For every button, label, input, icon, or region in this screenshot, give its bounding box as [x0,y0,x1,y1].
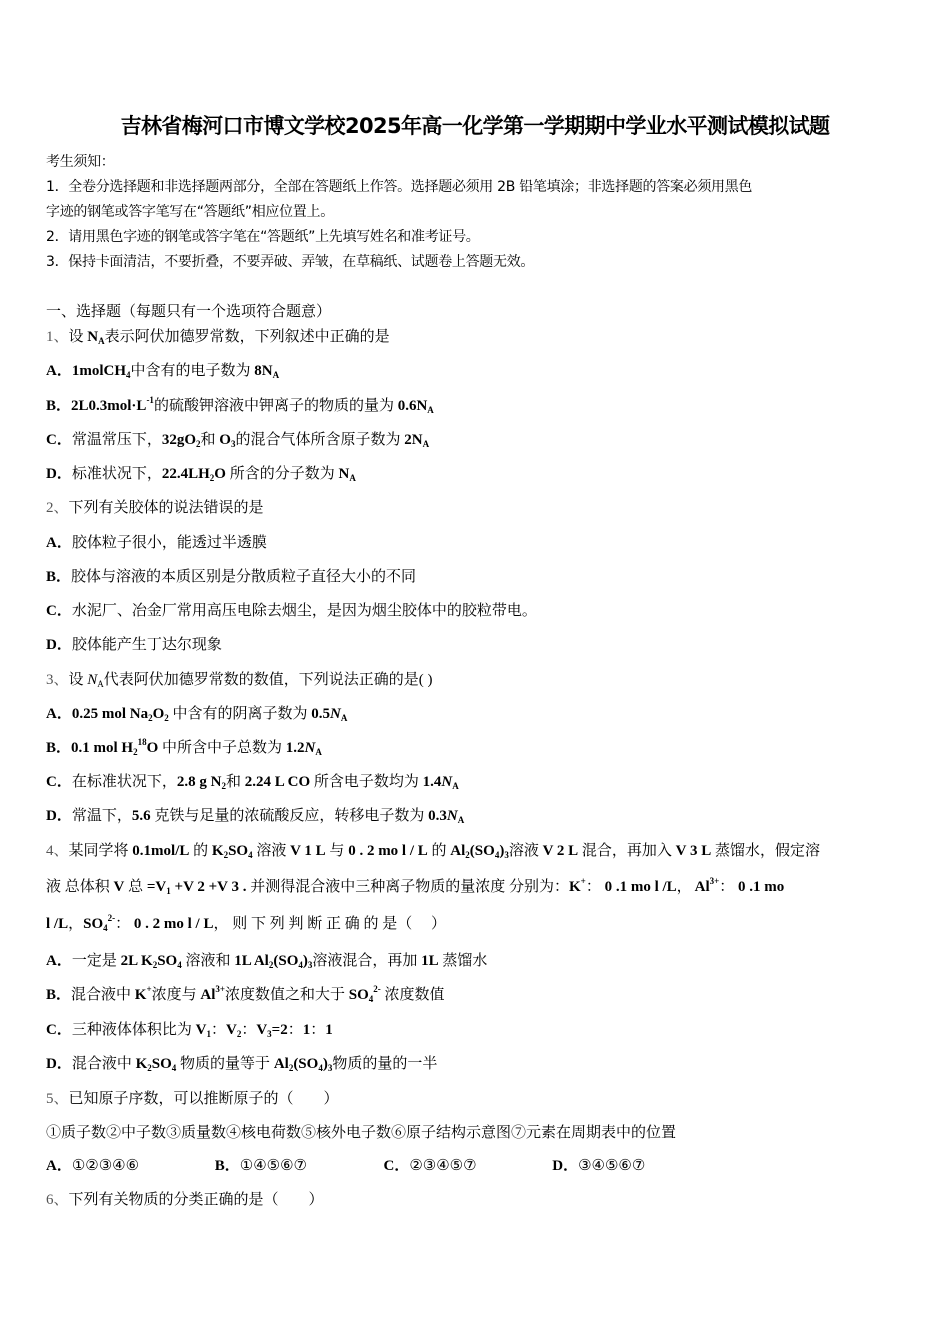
notice-item-1: 1．全卷分选择题和非选择题两部分，全部在答题纸上作答。选择题必须用 2B 铅笔填涂；非选择题的答案必须用黑色 [46,179,753,195]
text-line: B．胶体与溶液的本质区别是分散质粒子直径大小的不同 [46,569,417,585]
text-line: 3、设 $N_A$代表阿伏加德罗常数的数值，下列说法正确的是( ) [46,672,433,689]
text-line: C．三种液体体积比为 $V_1$：$V_2$：$V_3=2$：1：1 [46,1022,333,1039]
notice-heading: 考生须知： [46,154,115,170]
text-line: l /L，$SO_4^{2-}$： 0 . 2 mo l / L， 则 下 列 判 断 正 确 的 是（ ） [46,913,446,933]
text-line: 1、设 $N_A$表示阿伏加德罗常数，下列叙述中正确的是 [46,329,390,346]
text-line: 2、下列有关胶体的说法错误的是 [46,500,264,516]
q5-option-c: C．②③④⑤⑦ [383,1158,477,1174]
text-line: 液 总体积 V 总 $=V_1 +V$ 2 +V 3 . 并测得混合液中三种离子物质的量浓度 分别为：K+： 0 .1 mo l /L， $Al^{3+}$： 0 .1 mo [46,876,785,896]
text-line: A．一定是 2L $K_2SO_4$ 溶液和 1L $Al_2(SO_4)_3$溶液混合，再加 1L 蒸馏水 [46,953,488,970]
text-line: D．标准状况下，$22.4LH_2O$ 所含的分子数为 $N_A$ [46,466,356,483]
q5-option-d: D．③④⑤⑥⑦ [552,1158,646,1174]
text-line: C．常温常压下，$32gO_2$和 $O_3$的混合气体所含原子数为 $2N_A$ [46,432,430,449]
text-line: D．常温下，5.6 克铁与足量的浓硫酸反应，转移电子数为 $0.3N_A$ [46,808,465,825]
text-line: C．在标准状况下，2.8 g $N_2$和 2.24 L CO 所含电子数均为 $1.4N_A$ [46,774,459,791]
notice-item-3: 3．保持卡面清洁，不要折叠，不要弄破、弄皱，在草稿纸、试题卷上答题无效。 [46,254,535,270]
text-line: 6、下列有关物质的分类正确的是（ ） [46,1192,324,1208]
text-line: B．混合液中 K+浓度与 $Al^{3+}$浓度数值之和大于 $SO_4^{2-}$ 浓度数值 [46,984,445,1004]
page-title: 吉林省梅河口市博文学校2025年高一化学第一学期期中学业水平测试模拟试题 [120,114,830,138]
text-line: 4、某同学将 0.1mol/L 的 $K_2SO_4$ 溶液 V 1 L 与 0 . 2 mo l / L 的 $Al_2(SO_4)_3$溶液 V 2 L 混合，再加入 V 3 L 蒸馏水，假定溶 [46,843,821,860]
section-heading: 一、选择题（每题只有一个选项符合题意） [46,304,332,320]
text-line: 5、已知原子序数，可以推断原子的（ ） [46,1091,339,1107]
text-line: B．$2L0.3mol\cdot L^{-1}$的硫酸钾溶液中钾离子的物质的量为 $0.6N_A$ [46,395,434,415]
q5-option-a: A．①②③④⑥ [46,1158,140,1174]
notice-item-2: 2．请用黑色字迹的钢笔或答字笔在“答题纸”上先填写姓名和准考证号。 [46,229,480,245]
text-line: ①质子数②中子数③质量数④核电荷数⑤核外电子数⑥原子结构示意图⑦元素在周期表中的位置 [46,1125,677,1141]
text-line: C．水泥厂、冶金厂常用高压电除去烟尘，是因为烟尘胶体中的胶粒带电。 [46,603,537,619]
text-line: A．0.25 mol $Na_2O_2$ 中含有的阴离子数为 $0.5N_A$ [46,706,348,723]
q5-option-b: B．①④⑤⑥⑦ [214,1158,308,1174]
q5-options [46,1156,645,1176]
text-line: D．混合液中 $K_2SO_4$ 物质的量等于 $Al_2(SO_4)_3$物质的量的一半 [46,1056,438,1073]
text-line: D．胶体能产生丁达尔现象 [46,637,222,653]
text-line: B．0.1 mol $H_2^{18}O$ 中所含中子总数为 $1.2N_A$ [46,737,322,757]
notice-item-1-cont: 字迹的钢笔或答字笔写在“答题纸”相应位置上。 [46,204,334,220]
text-line: A．1molCH$_4$中含有的电子数为 $8N_A$ [46,363,280,380]
text-line: A．胶体粒子很小，能透过半透膜 [46,535,267,551]
